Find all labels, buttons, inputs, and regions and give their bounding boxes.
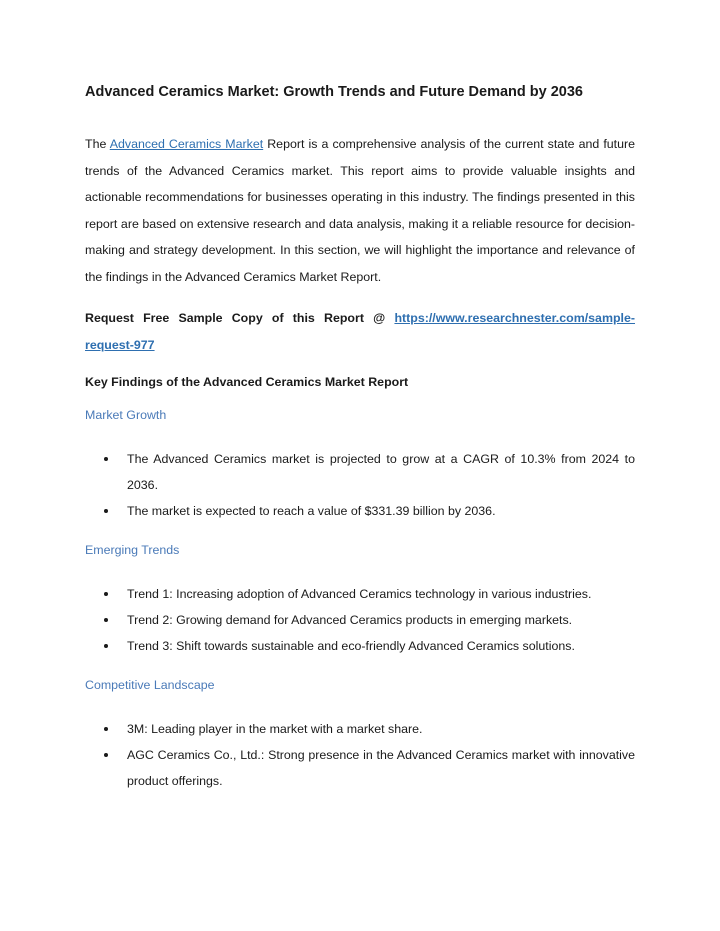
bullet-icon xyxy=(104,644,108,648)
section-heading: Market Growth xyxy=(85,408,167,422)
list-item xyxy=(85,446,635,498)
bullet-icon xyxy=(104,592,108,596)
intro-text-before-link: The xyxy=(85,137,110,151)
sample-request-paragraph xyxy=(85,305,635,358)
key-findings-heading: Key Findings of the Advanced Ceramics Market Report xyxy=(85,375,409,389)
intro-paragraph xyxy=(85,131,635,290)
bullet-list xyxy=(85,716,635,794)
section-market-growth xyxy=(85,405,635,524)
bullet-icon xyxy=(104,457,108,461)
intro-text-after-link: Report is a comprehensive analysis of the current state and future trends of the Advanced Ceramics market. This report aims to provide valuable insights and actionable recommendations for businesses operating in this industry. The findings presented in this report are based on extensive research and data analysis, making it a reliable resource for decision-making and strategy development. In this section, we will highlight the importance and relevance of the findings in the Advanced Ceramics Market Report. xyxy=(85,137,636,284)
sample-request-label: Request Free Sample Copy of this Report @ xyxy=(85,311,395,325)
list-item-text: The Advanced Ceramics market is projected to grow at a CAGR of 10.3% from 2024 to 2036. xyxy=(127,452,635,492)
section-emerging-trends xyxy=(85,540,635,659)
document-title: Advanced Ceramics Market: Growth Trends and Future Demand by 2036 xyxy=(85,84,583,100)
list-item-text: Trend 3: Shift towards sustainable and eco-friendly Advanced Ceramics solutions. xyxy=(127,639,575,653)
bullet-list xyxy=(85,581,635,659)
list-item xyxy=(85,716,635,742)
sample-request-link[interactable]: https://www.researchnester.com/sample-request-977 xyxy=(85,311,635,352)
list-item xyxy=(85,607,635,633)
bullet-icon xyxy=(104,753,108,757)
bullet-icon xyxy=(104,618,108,622)
advanced-ceramics-market-link[interactable]: Advanced Ceramics Market xyxy=(109,137,264,151)
section-heading: Emerging Trends xyxy=(85,543,180,557)
bullet-icon xyxy=(104,727,108,731)
list-item-text: Trend 1: Increasing adoption of Advanced Ceramics technology in various industries. xyxy=(127,587,592,601)
list-item-text: AGC Ceramics Co., Ltd.: Strong presence in the Advanced Ceramics market with innovative product offerings. xyxy=(127,748,635,788)
section-competitive-landscape xyxy=(85,675,635,794)
list-item-text: Trend 2: Growing demand for Advanced Ceramics products in emerging markets. xyxy=(127,613,573,627)
list-item xyxy=(85,581,635,607)
list-item-text: The market is expected to reach a value of $331.39 billion by 2036. xyxy=(127,504,496,518)
list-item xyxy=(85,633,635,659)
bullet-icon xyxy=(104,509,108,513)
list-item xyxy=(85,742,635,794)
list-item xyxy=(85,498,635,524)
section-heading: Competitive Landscape xyxy=(85,678,215,692)
bullet-list xyxy=(85,446,635,524)
list-item-text: 3M: Leading player in the market with a market share. xyxy=(127,722,423,736)
